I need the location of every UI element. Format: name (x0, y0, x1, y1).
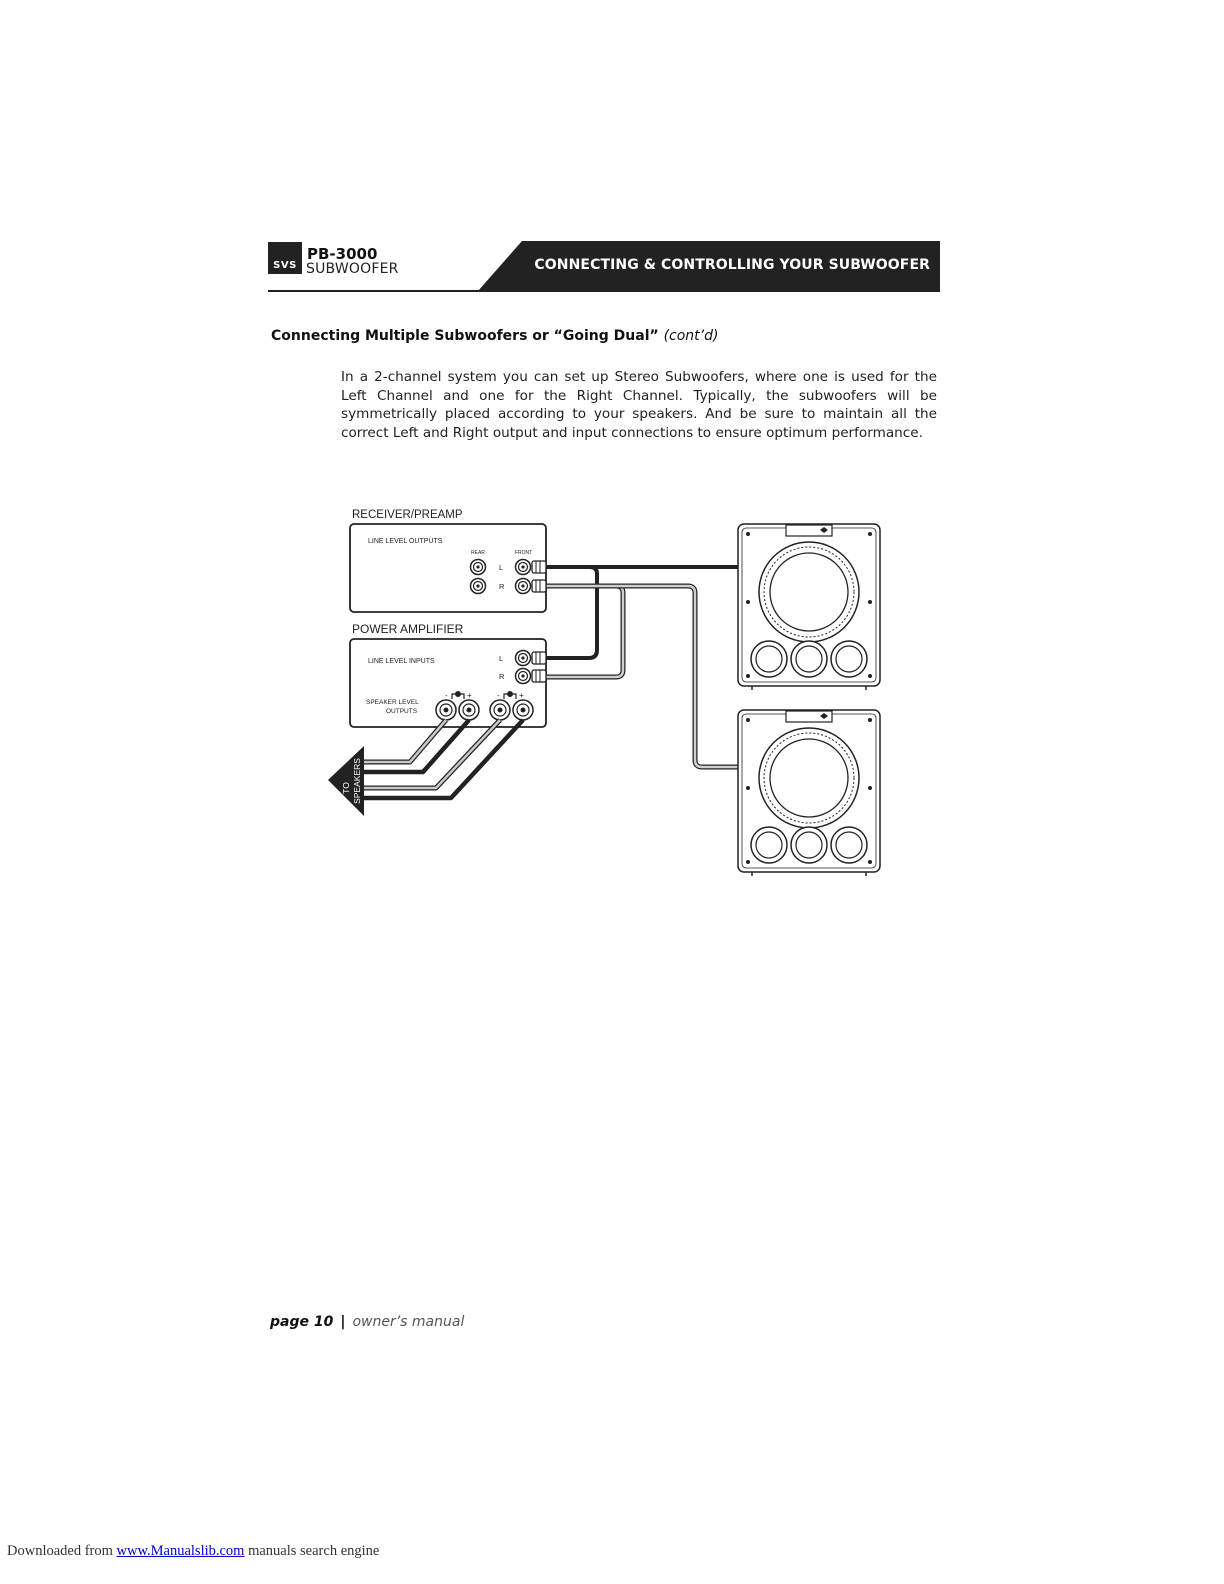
product-type: SUBWOOFER (306, 261, 399, 277)
speaker-level-label-1: SPEAKER LEVEL (366, 699, 419, 706)
speaker-post-3 (490, 700, 510, 720)
terminal-minus-1: - (445, 691, 448, 700)
download-watermark (7, 1543, 379, 1560)
to-speakers-line-2: SPEAKERS (352, 758, 362, 804)
front-label: FRONT (515, 550, 533, 556)
terminal-minus-2: - (497, 691, 500, 700)
amp-right-label: R (499, 672, 505, 681)
subwoofer-left (738, 524, 880, 690)
amp-left-label: L (499, 654, 504, 663)
page-number: page 10 (270, 1314, 334, 1330)
amp-left-plug (532, 652, 546, 664)
section-title-text: Connecting Multiple Subwoofers or “Going Dual” (271, 328, 659, 344)
rear-label: REAR (471, 550, 485, 556)
watermark-suffix: manuals search engine (244, 1543, 380, 1559)
section-title-suffix: (cont’d) (663, 328, 719, 344)
receiver-right-plug (532, 580, 546, 592)
to-speakers-line-1: TO (341, 782, 351, 794)
receiver-label: RECEIVER/PREAMP (352, 509, 463, 521)
subwoofer-right (738, 710, 880, 876)
section-banner-text: CONNECTING & CONTROLLING YOUR SUBWOOFER (534, 257, 930, 273)
body-paragraph: In a 2-channel system you can set up Stereo Subwoofers, where one is used for the Left Channel and one for the Right Channel. Typically, the subwoofers will be symmetrically placed according to your speakers. And be sure to maintain all the correct Left and Right output and input connections to ensure optimum performance. (341, 369, 937, 442)
amp-input-right-jack (516, 669, 531, 684)
wiring-diagram (320, 500, 890, 880)
brand-text: SVS (273, 260, 297, 271)
rear-left-jack (471, 560, 486, 575)
section-title (271, 328, 718, 344)
line-level-outputs-label: LINE LEVEL OUTPUTS (368, 538, 443, 545)
receiver-left-plug (532, 561, 546, 573)
header-divider (268, 290, 940, 292)
page-footer (270, 1314, 464, 1330)
manual-label: owner’s manual (352, 1314, 465, 1330)
watermark-prefix: Downloaded from (7, 1543, 117, 1559)
amp-label: POWER AMPLIFIER (352, 622, 464, 636)
receiver-right-label: R (499, 582, 505, 591)
speaker-post-2 (459, 700, 479, 720)
speaker-post-4 (513, 700, 533, 720)
front-right-jack (516, 579, 531, 594)
rca-cables (546, 567, 738, 767)
speaker-post-1 (436, 700, 456, 720)
footer-separator: | (340, 1314, 346, 1330)
speaker-level-label-2: OUTPUTS (386, 708, 418, 715)
amp-right-plug (532, 670, 546, 682)
svs-logo (268, 242, 302, 274)
terminal-plus-2: + (519, 691, 524, 700)
model-name: PB-3000 (307, 245, 378, 263)
manualslib-link[interactable]: www.Manualslib.com (116, 1543, 245, 1559)
speaker-wires (360, 720, 523, 798)
terminal-plus-1: + (467, 691, 472, 700)
line-level-inputs-label: LINE LEVEL INPUTS (368, 658, 435, 665)
receiver-left-label: L (499, 563, 504, 572)
rear-right-jack (471, 579, 486, 594)
front-left-jack (516, 560, 531, 575)
amp-input-left-jack (516, 651, 531, 666)
